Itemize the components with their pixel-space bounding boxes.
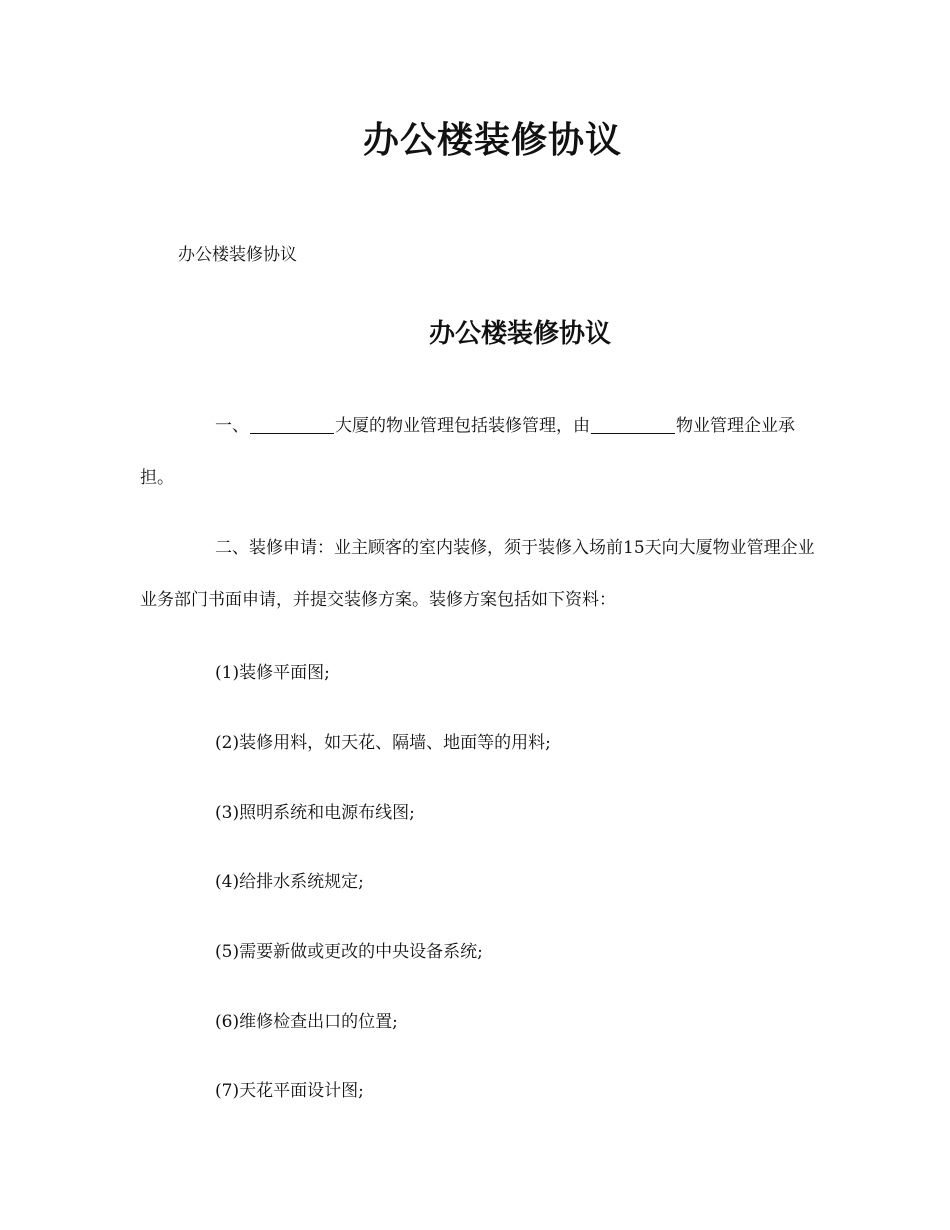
list-item: (7)天花平面设计图; bbox=[215, 1081, 364, 1101]
list-item: (5)需要新做或更改的中央设备系统; bbox=[215, 942, 483, 962]
list-item: (4)给排水系统规定; bbox=[215, 872, 364, 892]
document-small-title: 办公楼装修协议 bbox=[178, 245, 297, 265]
clause-1-prefix: 一、 bbox=[215, 416, 249, 436]
clause-1 bbox=[140, 400, 820, 504]
list-item: (1)装修平面图; bbox=[215, 663, 330, 683]
list-item: (2)装修用料，如天花、隔墙、地面等的用料; bbox=[215, 733, 551, 753]
blank-line bbox=[250, 415, 334, 434]
document-title: 办公楼装修协议 bbox=[362, 119, 622, 161]
clause-2: 二、装修申请：业主顾客的室内装修，须于装修入场前15天向大厦物业管理企业业务部门书面申请，并提交装修方案。装修方案包括如下资料： bbox=[140, 538, 815, 610]
blank-line bbox=[591, 415, 675, 434]
clause-1-mid: 大厦的物业管理包括装修管理，由 bbox=[335, 416, 590, 436]
list-item: (6)维修检查出口的位置; bbox=[215, 1012, 398, 1032]
document-subtitle: 办公楼装修协议 bbox=[428, 319, 611, 349]
clause-1-suffix: 物业管理企业承担。 bbox=[140, 416, 795, 488]
list-item: (3)照明系统和电源布线图; bbox=[215, 803, 415, 823]
